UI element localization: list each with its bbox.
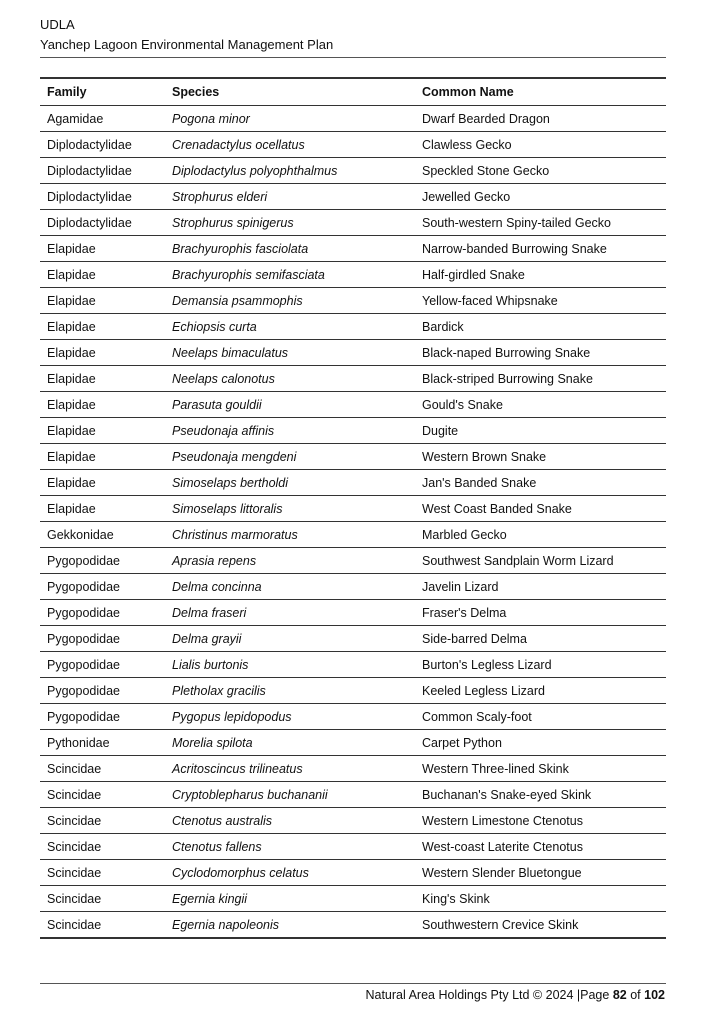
species-cell: Echiopsis curta	[165, 314, 415, 340]
family-cell: Elapidae	[40, 470, 165, 496]
family-cell: Pygopodidae	[40, 626, 165, 652]
species-cell: Morelia spilota	[165, 730, 415, 756]
table-row	[40, 860, 666, 886]
table-row	[40, 314, 666, 340]
table-row	[40, 574, 666, 600]
table-row	[40, 652, 666, 678]
species-table	[40, 77, 666, 939]
column-header-common-name: Common Name	[415, 78, 666, 106]
table-row	[40, 704, 666, 730]
species-cell: Simoselaps littoralis	[165, 496, 415, 522]
species-cell: Ctenotus fallens	[165, 834, 415, 860]
common-name-cell: Southwestern Crevice Skink	[415, 912, 666, 939]
family-cell: Scincidae	[40, 756, 165, 782]
table-row	[40, 808, 666, 834]
table-body	[40, 106, 666, 939]
family-cell: Pygopodidae	[40, 652, 165, 678]
common-name-cell: Carpet Python	[415, 730, 666, 756]
common-name-cell: West-coast Laterite Ctenotus	[415, 834, 666, 860]
footer-of-label: of	[630, 988, 641, 1002]
table-row	[40, 678, 666, 704]
table-row	[40, 158, 666, 184]
table-row	[40, 912, 666, 939]
header-divider	[40, 57, 666, 58]
table-row	[40, 184, 666, 210]
family-cell: Scincidae	[40, 808, 165, 834]
family-cell: Elapidae	[40, 314, 165, 340]
family-cell: Scincidae	[40, 912, 165, 939]
species-cell: Strophurus elderi	[165, 184, 415, 210]
family-cell: Scincidae	[40, 886, 165, 912]
family-cell: Diplodactylidae	[40, 158, 165, 184]
family-cell: Pygopodidae	[40, 678, 165, 704]
table-row	[40, 236, 666, 262]
page-footer	[365, 987, 665, 1003]
family-cell: Elapidae	[40, 340, 165, 366]
species-cell: Pseudonaja affinis	[165, 418, 415, 444]
common-name-cell: Black-naped Burrowing Snake	[415, 340, 666, 366]
common-name-cell: Javelin Lizard	[415, 574, 666, 600]
footer-page-number: 82	[612, 988, 627, 1002]
common-name-cell: West Coast Banded Snake	[415, 496, 666, 522]
table-row	[40, 418, 666, 444]
species-cell: Aprasia repens	[165, 548, 415, 574]
common-name-cell: Dugite	[415, 418, 666, 444]
species-cell: Neelaps calonotus	[165, 366, 415, 392]
column-header-species: Species	[165, 78, 415, 106]
family-cell: Elapidae	[40, 262, 165, 288]
family-cell: Diplodactylidae	[40, 132, 165, 158]
common-name-cell: Western Slender Bluetongue	[415, 860, 666, 886]
table-row	[40, 262, 666, 288]
family-cell: Elapidae	[40, 288, 165, 314]
common-name-cell: Clawless Gecko	[415, 132, 666, 158]
family-cell: Scincidae	[40, 782, 165, 808]
species-cell: Pseudonaja mengdeni	[165, 444, 415, 470]
species-cell: Ctenotus australis	[165, 808, 415, 834]
species-cell: Diplodactylus polyophthalmus	[165, 158, 415, 184]
common-name-cell: Marbled Gecko	[415, 522, 666, 548]
species-cell: Lialis burtonis	[165, 652, 415, 678]
family-cell: Diplodactylidae	[40, 184, 165, 210]
species-cell: Christinus marmoratus	[165, 522, 415, 548]
common-name-cell: Keeled Legless Lizard	[415, 678, 666, 704]
table-row	[40, 522, 666, 548]
species-cell: Brachyurophis fasciolata	[165, 236, 415, 262]
common-name-cell: Gould's Snake	[415, 392, 666, 418]
family-cell: Pygopodidae	[40, 548, 165, 574]
species-cell: Brachyurophis semifasciata	[165, 262, 415, 288]
family-cell: Elapidae	[40, 444, 165, 470]
species-cell: Neelaps bimaculatus	[165, 340, 415, 366]
table-header-row	[40, 78, 666, 106]
species-cell: Pletholax gracilis	[165, 678, 415, 704]
family-cell: Pygopodidae	[40, 600, 165, 626]
table-row	[40, 132, 666, 158]
common-name-cell: Dwarf Bearded Dragon	[415, 106, 666, 132]
family-cell: Agamidae	[40, 106, 165, 132]
table-row	[40, 626, 666, 652]
table-row	[40, 340, 666, 366]
species-cell: Acritoscincus trilineatus	[165, 756, 415, 782]
species-cell: Egernia napoleonis	[165, 912, 415, 939]
table-row	[40, 392, 666, 418]
family-cell: Elapidae	[40, 236, 165, 262]
family-cell: Scincidae	[40, 834, 165, 860]
table-row	[40, 288, 666, 314]
page-header	[40, 15, 666, 55]
table-row	[40, 886, 666, 912]
common-name-cell: Western Limestone Ctenotus	[415, 808, 666, 834]
species-cell: Parasuta gouldii	[165, 392, 415, 418]
table-row	[40, 548, 666, 574]
common-name-cell: South-western Spiny-tailed Gecko	[415, 210, 666, 236]
common-name-cell: Western Three-lined Skink	[415, 756, 666, 782]
common-name-cell: Western Brown Snake	[415, 444, 666, 470]
family-cell: Scincidae	[40, 860, 165, 886]
common-name-cell: Burton's Legless Lizard	[415, 652, 666, 678]
species-cell: Delma concinna	[165, 574, 415, 600]
species-cell: Cryptoblepharus buchananii	[165, 782, 415, 808]
species-cell: Delma grayii	[165, 626, 415, 652]
species-cell: Simoselaps bertholdi	[165, 470, 415, 496]
common-name-cell: Buchanan's Snake-eyed Skink	[415, 782, 666, 808]
family-cell: Elapidae	[40, 418, 165, 444]
family-cell: Diplodactylidae	[40, 210, 165, 236]
footer-divider	[40, 983, 666, 984]
table-row	[40, 470, 666, 496]
family-cell: Elapidae	[40, 496, 165, 522]
table-row	[40, 366, 666, 392]
common-name-cell: Bardick	[415, 314, 666, 340]
table-row	[40, 600, 666, 626]
family-cell: Elapidae	[40, 366, 165, 392]
table-row	[40, 730, 666, 756]
table-row	[40, 444, 666, 470]
common-name-cell: Side-barred Delma	[415, 626, 666, 652]
family-cell: Pygopodidae	[40, 574, 165, 600]
common-name-cell: Narrow-banded Burrowing Snake	[415, 236, 666, 262]
species-cell: Pogona minor	[165, 106, 415, 132]
common-name-cell: Southwest Sandplain Worm Lizard	[415, 548, 666, 574]
species-cell: Egernia kingii	[165, 886, 415, 912]
species-cell: Demansia psammophis	[165, 288, 415, 314]
species-cell: Cyclodomorphus celatus	[165, 860, 415, 886]
common-name-cell: Common Scaly-foot	[415, 704, 666, 730]
family-cell: Pygopodidae	[40, 704, 165, 730]
family-cell: Elapidae	[40, 392, 165, 418]
column-header-family: Family	[40, 78, 165, 106]
table-row	[40, 106, 666, 132]
family-cell: Pythonidae	[40, 730, 165, 756]
footer-total-pages: 102	[644, 988, 665, 1002]
table-row	[40, 834, 666, 860]
table-row	[40, 756, 666, 782]
header-doc-title: Yanchep Lagoon Environmental Management Plan	[40, 37, 334, 52]
footer-company: Natural Area Holdings Pty Ltd © 2024 |Page	[365, 988, 610, 1002]
header-org: UDLA	[40, 17, 75, 32]
table-row	[40, 210, 666, 236]
common-name-cell: Yellow-faced Whipsnake	[415, 288, 666, 314]
common-name-cell: Jan's Banded Snake	[415, 470, 666, 496]
common-name-cell: King's Skink	[415, 886, 666, 912]
family-cell: Gekkonidae	[40, 522, 165, 548]
species-cell: Crenadactylus ocellatus	[165, 132, 415, 158]
common-name-cell: Fraser's Delma	[415, 600, 666, 626]
table-row	[40, 496, 666, 522]
common-name-cell: Black-striped Burrowing Snake	[415, 366, 666, 392]
species-cell: Delma fraseri	[165, 600, 415, 626]
table-row	[40, 782, 666, 808]
species-cell: Strophurus spinigerus	[165, 210, 415, 236]
species-cell: Pygopus lepidopodus	[165, 704, 415, 730]
common-name-cell: Jewelled Gecko	[415, 184, 666, 210]
common-name-cell: Half-girdled Snake	[415, 262, 666, 288]
common-name-cell: Speckled Stone Gecko	[415, 158, 666, 184]
